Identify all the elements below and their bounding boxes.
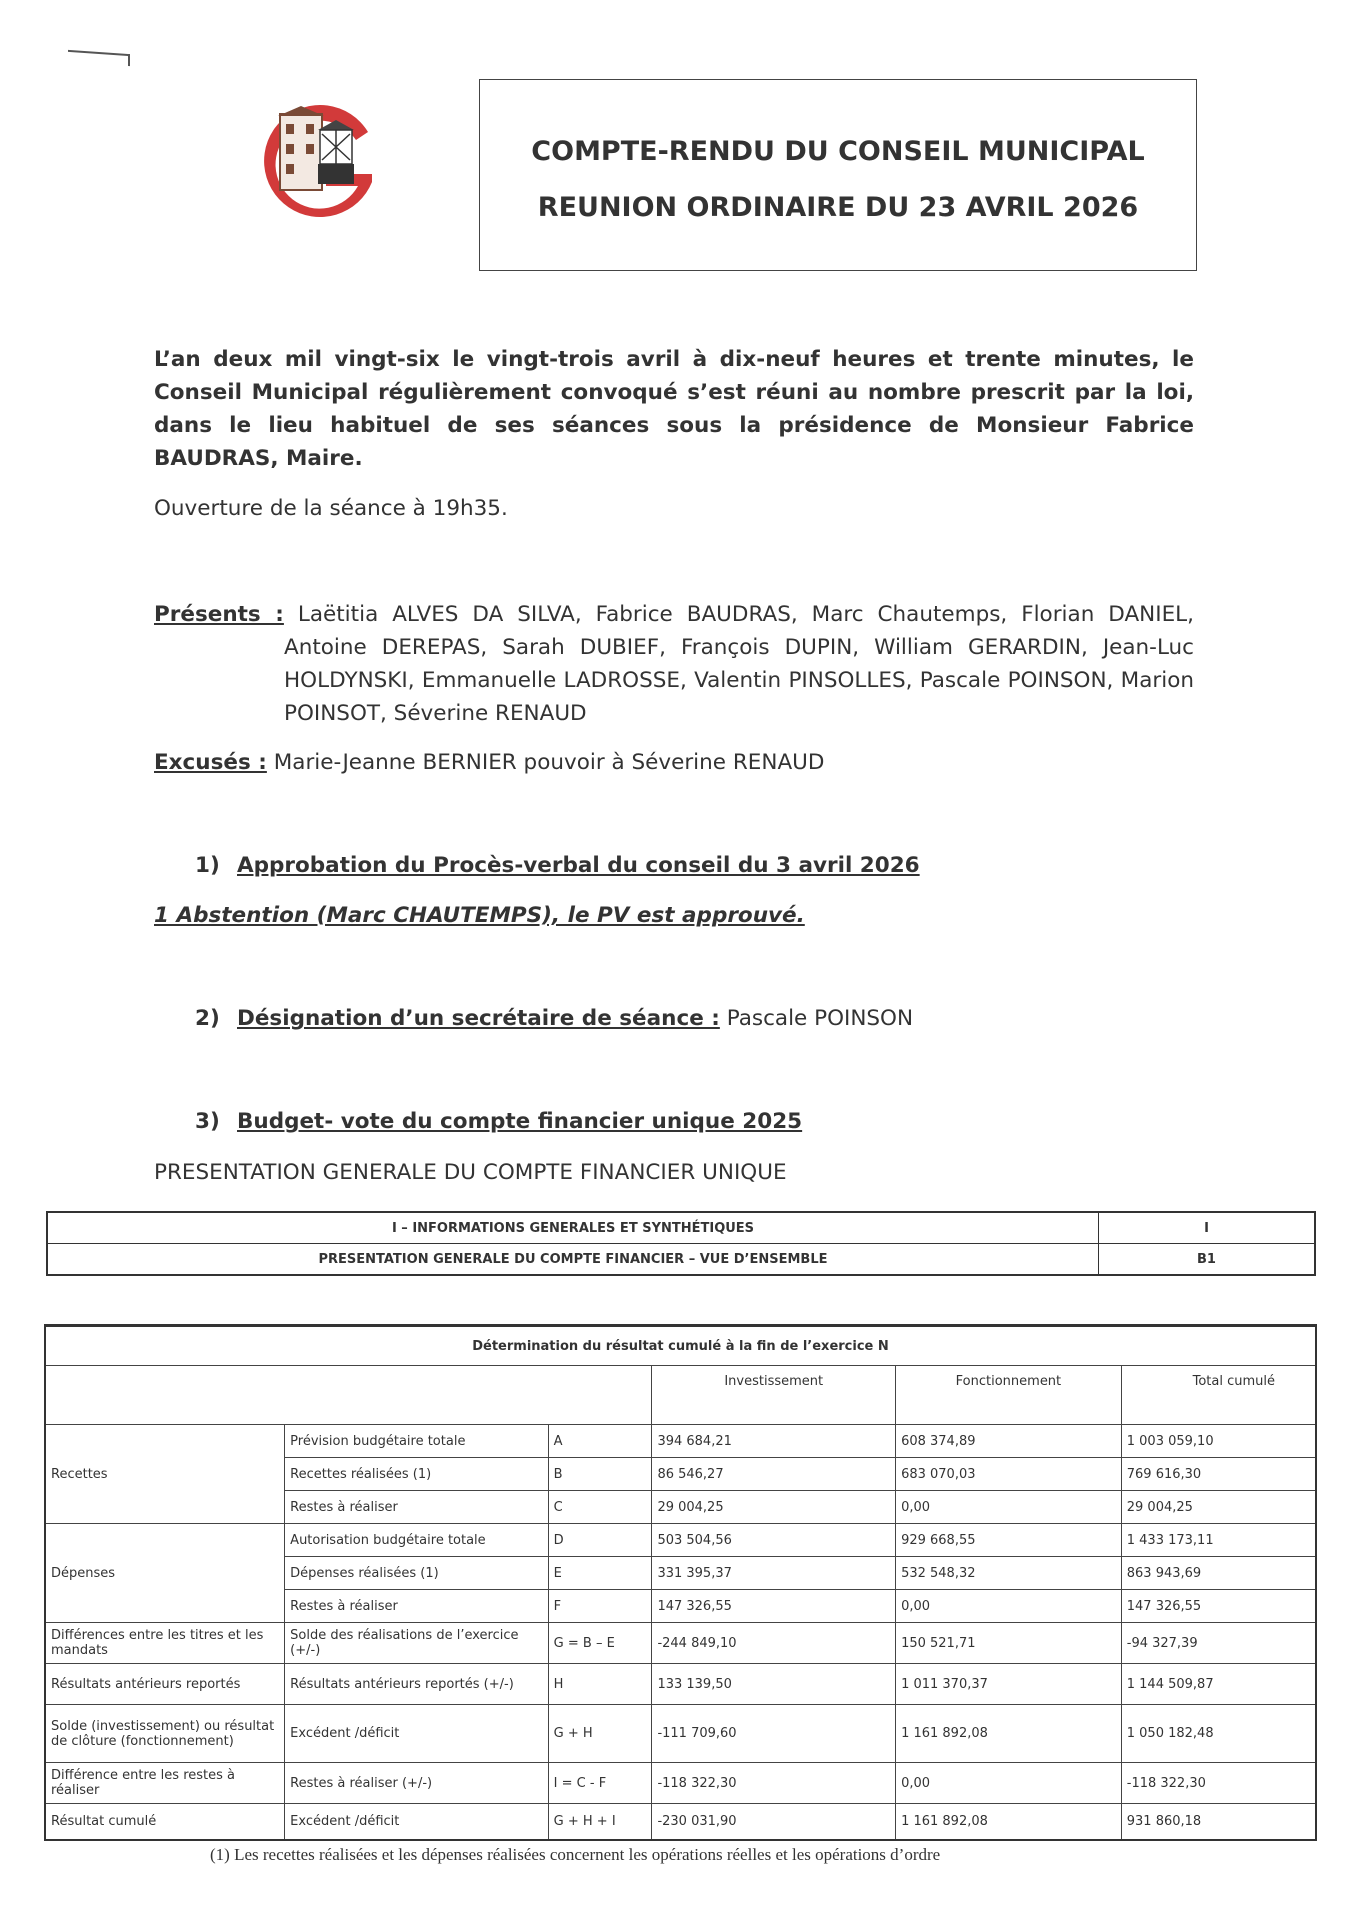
presents-label: Présents : [154,602,284,627]
row-label: Restes à réaliser (+/-) [285,1763,549,1804]
cell-investissement: -244 849,10 [652,1623,896,1664]
excuses-label: Excusés : [154,750,267,775]
table-row [45,1623,1316,1664]
scan-mark [68,50,130,66]
info-header-code: I [1099,1212,1316,1244]
cell-total: 931 860,18 [1121,1804,1316,1840]
cell-investissement: 29 004,25 [652,1491,896,1524]
cell-fonctionnement: 532 548,32 [896,1557,1122,1590]
cell-investissement: 394 684,21 [652,1425,896,1458]
agenda-number: 3) [195,1109,220,1134]
agenda-item-3 [195,1109,802,1134]
row-label: Prévision budgétaire totale [285,1425,549,1458]
cell-total: 1 433 173,11 [1121,1524,1316,1557]
cell-fonctionnement: 0,00 [896,1491,1122,1524]
presents-names-rest: Antoine DEREPAS, Sarah DUBIEF, François DUPIN, William GERARDIN, Jean-Luc HOLDYNSKI, Emmanuelle LADROSSE, Valentin PINSOLLES, Pascale POINSON, Marion POINSOT, Séverine RENAUD [284,635,1194,726]
overview-header-code: B1 [1099,1244,1316,1276]
cell-total: 147 326,55 [1121,1590,1316,1623]
table-row [45,1425,1316,1458]
info-header-table [46,1211,1316,1276]
table-row [45,1763,1316,1804]
cell-investissement: -118 322,30 [652,1763,896,1804]
row-code: C [548,1491,652,1524]
row-code: A [548,1425,652,1458]
cell-total: -94 327,39 [1121,1623,1316,1664]
cell-investissement: 147 326,55 [652,1590,896,1623]
title-box [479,79,1197,271]
result-table-caption: Détermination du résultat cumulé à la fin de l’exercice N [45,1326,1316,1366]
presentation-heading: PRESENTATION GENERALE DU COMPTE FINANCIER UNIQUE [154,1160,787,1185]
row-code: G = B – E [548,1623,652,1664]
row-code: I = C - F [548,1763,652,1804]
cell-total: 1 144 509,87 [1121,1664,1316,1705]
row-label: Recettes réalisées (1) [285,1458,549,1491]
cell-investissement: 503 504,56 [652,1524,896,1557]
row-code: G + H [548,1705,652,1763]
group-label: Solde (investissement) ou résultat de clôture (fonctionnement) [45,1705,285,1763]
row-code: D [548,1524,652,1557]
agenda-title: Approbation du Procès-verbal du conseil du 3 avril 2026 [237,853,920,878]
info-header-title: I – INFORMATIONS GENERALES ET SYNTHÉTIQUES [47,1212,1099,1244]
intro-paragraph: L’an deux mil vingt-six le vingt-trois avril à dix-neuf heures et trente minutes, le Conseil Municipal régulièrement convoqué s’est réuni au nombre prescrit par la loi, dans le lieu habituel de ses séances sous la présidence de Monsieur Fabrice BAUDRAS, Maire. [154,347,1194,471]
cell-fonctionnement: 929 668,55 [896,1524,1122,1557]
cell-investissement: -111 709,60 [652,1705,896,1763]
row-label: Résultats antérieurs reportés (+/-) [285,1664,549,1705]
cell-total: 769 616,30 [1121,1458,1316,1491]
group-label: Résultats antérieurs reportés [45,1664,285,1705]
row-label: Restes à réaliser [285,1590,549,1623]
abstention-result: 1 Abstention (Marc CHAUTEMPS), le PV est approuvé. [154,903,805,928]
cell-investissement: 86 546,27 [652,1458,896,1491]
presents-names-line1: Laëtitia ALVES DA SILVA, Fabrice BAUDRAS, Marc Chautemps, Florian DANIEL, [297,602,1194,627]
cell-fonctionnement: 608 374,89 [896,1425,1122,1458]
col-header-fonctionnement: Fonctionnement [896,1366,1122,1425]
row-code: B [548,1458,652,1491]
document-title: COMPTE-RENDU DU CONSEIL MUNICIPAL [531,136,1145,167]
cell-investissement: 331 395,37 [652,1557,896,1590]
cell-fonctionnement: 1 011 370,37 [896,1664,1122,1705]
row-label: Excédent /déficit [285,1705,549,1763]
col-header-total: Total cumulé [1121,1366,1316,1425]
agenda-number: 2) [195,1006,220,1031]
row-label: Restes à réaliser [285,1491,549,1524]
cell-total: -118 322,30 [1121,1763,1316,1804]
row-code: G + H + I [548,1804,652,1840]
row-code: F [548,1590,652,1623]
row-label: Solde des réalisations de l’exercice (+/-) [285,1623,549,1664]
table-row [45,1664,1316,1705]
cell-total: 29 004,25 [1121,1491,1316,1524]
cell-investissement: -230 031,90 [652,1804,896,1840]
cell-total: 1 003 059,10 [1121,1425,1316,1458]
opening-time: Ouverture de la séance à 19h35. [154,496,508,521]
excuses-text: Marie-Jeanne BERNIER pouvoir à Séverine RENAUD [273,750,825,775]
excuses-line [154,750,824,775]
cell-fonctionnement: 1 161 892,08 [896,1705,1122,1763]
group-label-depenses: Dépenses [45,1524,285,1623]
table-footnote: (1) Les recettes réalisées et les dépenses réalisées concernent les opérations réelles et les opérations d’ordre [210,1845,941,1864]
group-label: Résultat cumulé [45,1804,285,1840]
agenda-title: Désignation d’un secrétaire de séance : [237,1006,720,1031]
presents-first-line [154,598,1194,631]
row-label: Excédent /déficit [285,1804,549,1840]
group-label-recettes: Recettes [45,1425,285,1524]
cell-fonctionnement: 0,00 [896,1763,1122,1804]
cell-total: 863 943,69 [1121,1557,1316,1590]
agenda-item-1 [195,853,920,878]
group-label: Différence entre les restes à réaliser [45,1763,285,1804]
cell-total: 1 050 182,48 [1121,1705,1316,1763]
cell-fonctionnement: 150 521,71 [896,1623,1122,1664]
table-row [45,1524,1316,1557]
table-row [45,1804,1316,1840]
cell-fonctionnement: 0,00 [896,1590,1122,1623]
blank-header-cell [45,1366,652,1425]
group-label: Différences entre les titres et les mandats [45,1623,285,1664]
agenda-number: 1) [195,853,220,878]
table-row [45,1705,1316,1763]
result-table [44,1324,1317,1841]
agenda-title: Budget- vote du compte financier unique 2025 [237,1109,803,1134]
cell-investissement: 133 139,50 [652,1664,896,1705]
agenda-item-2 [195,1006,913,1031]
overview-header-title: PRESENTATION GENERALE DU COMPTE FINANCIER – VUE D’ENSEMBLE [47,1244,1099,1276]
document-subtitle: REUNION ORDINAIRE DU 23 AVRIL 2026 [537,192,1139,223]
cell-fonctionnement: 683 070,03 [896,1458,1122,1491]
secretary-name: Pascale POINSON [719,1006,914,1031]
row-label: Dépenses réalisées (1) [285,1557,549,1590]
cell-fonctionnement: 1 161 892,08 [896,1804,1122,1840]
col-header-investissement: Investissement [652,1366,896,1425]
row-code: E [548,1557,652,1590]
municipal-logo [250,104,382,228]
row-code: H [548,1664,652,1705]
row-label: Autorisation budgétaire totale [285,1524,549,1557]
